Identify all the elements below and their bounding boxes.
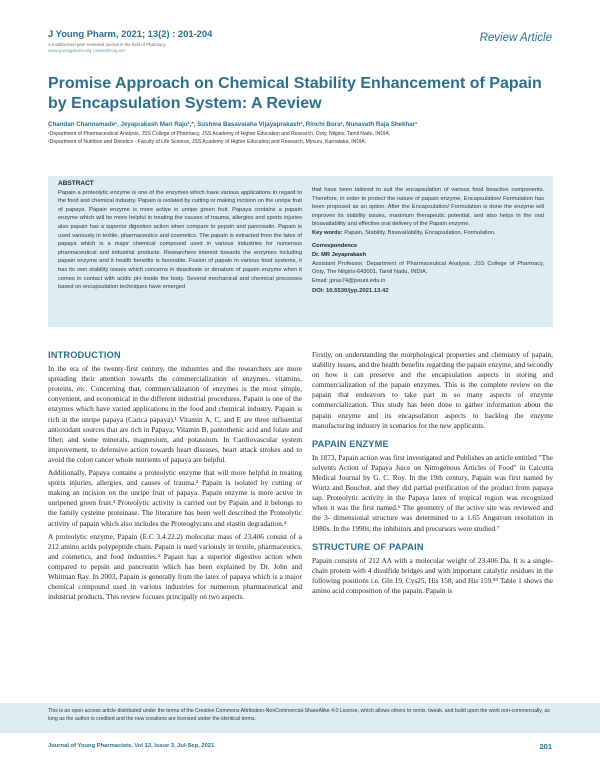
doi-label: DOI: [312, 287, 325, 294]
doi-link[interactable]: 10.5530/jyp.2021.13.42 [326, 287, 389, 294]
section-heading-structure: STRUCTURE OF PAPAIN [312, 541, 424, 552]
journal-description: A multifaceted peer reviewed journal in the field of Pharmacy [48, 42, 166, 47]
keywords-list: Papain, Stability, Bioavailability, Encapsulation, Formulation. [344, 229, 496, 236]
correspondence-address: Assistant Professor, Department of Pharmaceutical Analysis, JSS College of Pharmacy, Ooty, The Nilgiris-643001, Tamil Nadu, INDIA. [312, 260, 544, 276]
abstract-text-right: that have been tailored to suit the encapsulation of various food bioactive components. Therefore, in order to protect the nature of papain enzyme, Encapsulation/ Formulation has been proposed as an option. After the Encapsulation/ Formulation is done the enzyme will improves its stability issues, maximum therapeutic potential, and also helps in the oral bioavailability and effective oral delivery of the Papain enzyme. [312, 187, 544, 228]
paragraph: Papain consists of 212 AA with a molecular weight of 23,406 Da. It is a single-chain protein with 4 disulfide bridges and with important catalytic residues in the following positions i.e. Gln 19, Cys25, His 158, and His 159.⁸⁹ Table 1 shows the amino acid composition of the papain. Papain is [312, 555, 553, 595]
paragraph: Firstly, on understanding the morphological properties and chemistry of papain, stability issues, and the health benefits regarding the papain enzyme, and secondly on how it can preserve and the encapsulation aspects in storing and commercialization of the papain enzymes. This is the complete review on the papain that endeavors to take part in so many aspects of enzyme commercialization. This study has been done to gather information about the papain enzyme and its encapsulation aspects to backlog the enzyme manufacturing industry in scenarios for the new applicants. [312, 350, 553, 430]
article-type-label: Review Article [479, 32, 552, 44]
body-right-column [312, 350, 553, 599]
correspondence-email[interactable]: Email: jpras74@jssuni.edu.in [312, 277, 386, 284]
correspondence-name: Dr. MR Jeyaprakash [312, 252, 367, 259]
abstract-right-column [312, 186, 544, 295]
paragraph: Additionally, Papaya contains a proteolytic enzyme that will more helpful in treating sports injuries, allergies, and causes of trauma.² Papain is isolated by cutting or making an incision on the unripe fruit of papaya. Papain enzyme is more active in unripened green fruit.³ Proteolytic activity is carried out by Papain and it belongs to the family cysteine proteinase. The literature has been well described the Proteolytic activity of papain which also includes the Proteoglycans and elastin degradation.⁴ [48, 468, 302, 528]
paragraph: A proteolytic enzyme, Papain (E.C 3.4.22.2) molecular mass of 23,406 consist of a 212 amino acids polypeptide chain. Papain is used variously in textile, pharmaceutics, and cosmetics, and food industries.⁵ Papain has a superior digestive action when compared to pepsin and pancreatin which has been explained by Dr. John and Whitman Ray. In 2003, Papain is generally from the latex of papaya which is a major chemical compound used in various industries for numerous pharmaceutical and industrial products. This review focuses principally on two aspects. [48, 531, 302, 602]
abstract-heading: ABSTRACT [58, 180, 94, 187]
section-heading-introduction: INTRODUCTION [48, 350, 121, 360]
keywords-label: Key words: [312, 229, 343, 236]
article-title: Promise Approach on Chemical Stability Enhancement of Papain by Encapsulation System: A Review [48, 75, 542, 112]
paragraph: In the era of the twenty-first century, the industries and the researchers are more spreading their attention towards the commercialization of enzymes, vitamins, proteins, etc. Concerning that, commercialization of enzymes is the most simple, convenient, and economical in the different industrial procedures. Papain is one of the enzymes which have varied applications in the food and chemical industry. Papain is rich in the unripe papaya (Carica papaya).¹ Vitamin A, C, and E are three influential antioxidant sources that are rich in Papaya; Vitamin B, pantothenic acid and folate and fiber; and some minerals, magnesium, and potassium. In Cardiovascular system improvement, to defensive action towards heart diseases, heart attack strokes and to avoid the colon cancer whole nutrients of papaya are helpful. [48, 364, 302, 464]
paragraph: In 1873, Papain action was first investigated and Publishes an article entitled "The solvents Action of Papaya Juice on Nitrogenous Articles of Food" in Calcutta Medical Journal by G. C. Roy. In the 19th century, Papain was first named by Wurtz and Bouchut, and they did partial purification of the product from papaya sap. Proteolytic activity in the Papaya latex of tropical region was recognized when it was the first named.⁶ The geometry of the active site was reviewed and the 3- dimensional structure was determined to a 1.65 Angstrom resolution in 1980s. In the 1990s, the inhibitors and precursors were studied.⁷ [312, 452, 553, 533]
abstract-left-column [58, 180, 302, 292]
author-list: Chandan Channamade¹, Jeyaprakash Mari Raju¹,*, Sushma Basavaiaha Vijayaprakash², Rinchi Bora¹, Nunavath Raja Shekhar¹ [48, 121, 418, 128]
body-left-column [48, 350, 302, 605]
abstract-text-left: Papain a proteolytic enzyme is one of the enzymes which have various applications in regard to the food and chemical industry. Papain is isolated by cutting or making incision on the unripe fruit of papaya. Papain enzyme is more active in unripe green fruit. Papaya contains a papain enzyme which will be more helpful in treating the causes of trauma, allergies and sports injuries also papain has a superior digestion action when compare to pepsin and pancreatin. Papain is used variously in textile, pharmaceutics and cosmetics. The papain is extracted from the latex of papaya which is a major chemical compound used in various industries for numerous pharmaceutical and industrial products. Researchers interest towards the enzymes including papain enzyme and it health benefits is favorable. Fusion of papain in various food systems, it has its own stability issues which concerns in deactivate or denature of papain enzyme when it comes in contact with acidic pH inside the body. Several mechanical and chemical processes based on encapsulation techniques have emerged [58, 189, 302, 291]
affiliation-1: ¹Department of Pharmaceutical Analysis, JSS College of Pharmacy, JSS Academy of Higher Education and Research, Ooty, Nilgiris, Tamil Nadu, INDIA. [48, 131, 391, 137]
footer-journal-info: Journal of Young Pharmacists, Vol 13, Issue 3, Jul-Sep, 2021 [48, 743, 215, 749]
license-text: This is an open access article distributed under the terms of the Creative Commons Attribution-NonCommercial-ShareAlike 4.0 License, which allows others to remix, tweak, and build upon the work non-commercially, as long as the author is credited and the new creations are licensed under the identical terms. [48, 708, 550, 722]
section-heading-papain-enzyme: PAPAIN ENZYME [312, 438, 389, 449]
affiliation-2: ²Department of Nutrition and Dietetics - Faculty of Life Science, JSS Academy of Higher Education and Research, Mysuru, Karnataka, INDIA. [48, 139, 367, 145]
page-number: 201 [539, 742, 552, 751]
journal-citation: J Young Pharm, 2021; 13(2) : 201-204 [48, 28, 213, 39]
correspondence-heading: Correspondence [312, 242, 358, 249]
journal-website[interactable]: www.jyoungpharm.org | www.phcog.net [48, 48, 125, 53]
